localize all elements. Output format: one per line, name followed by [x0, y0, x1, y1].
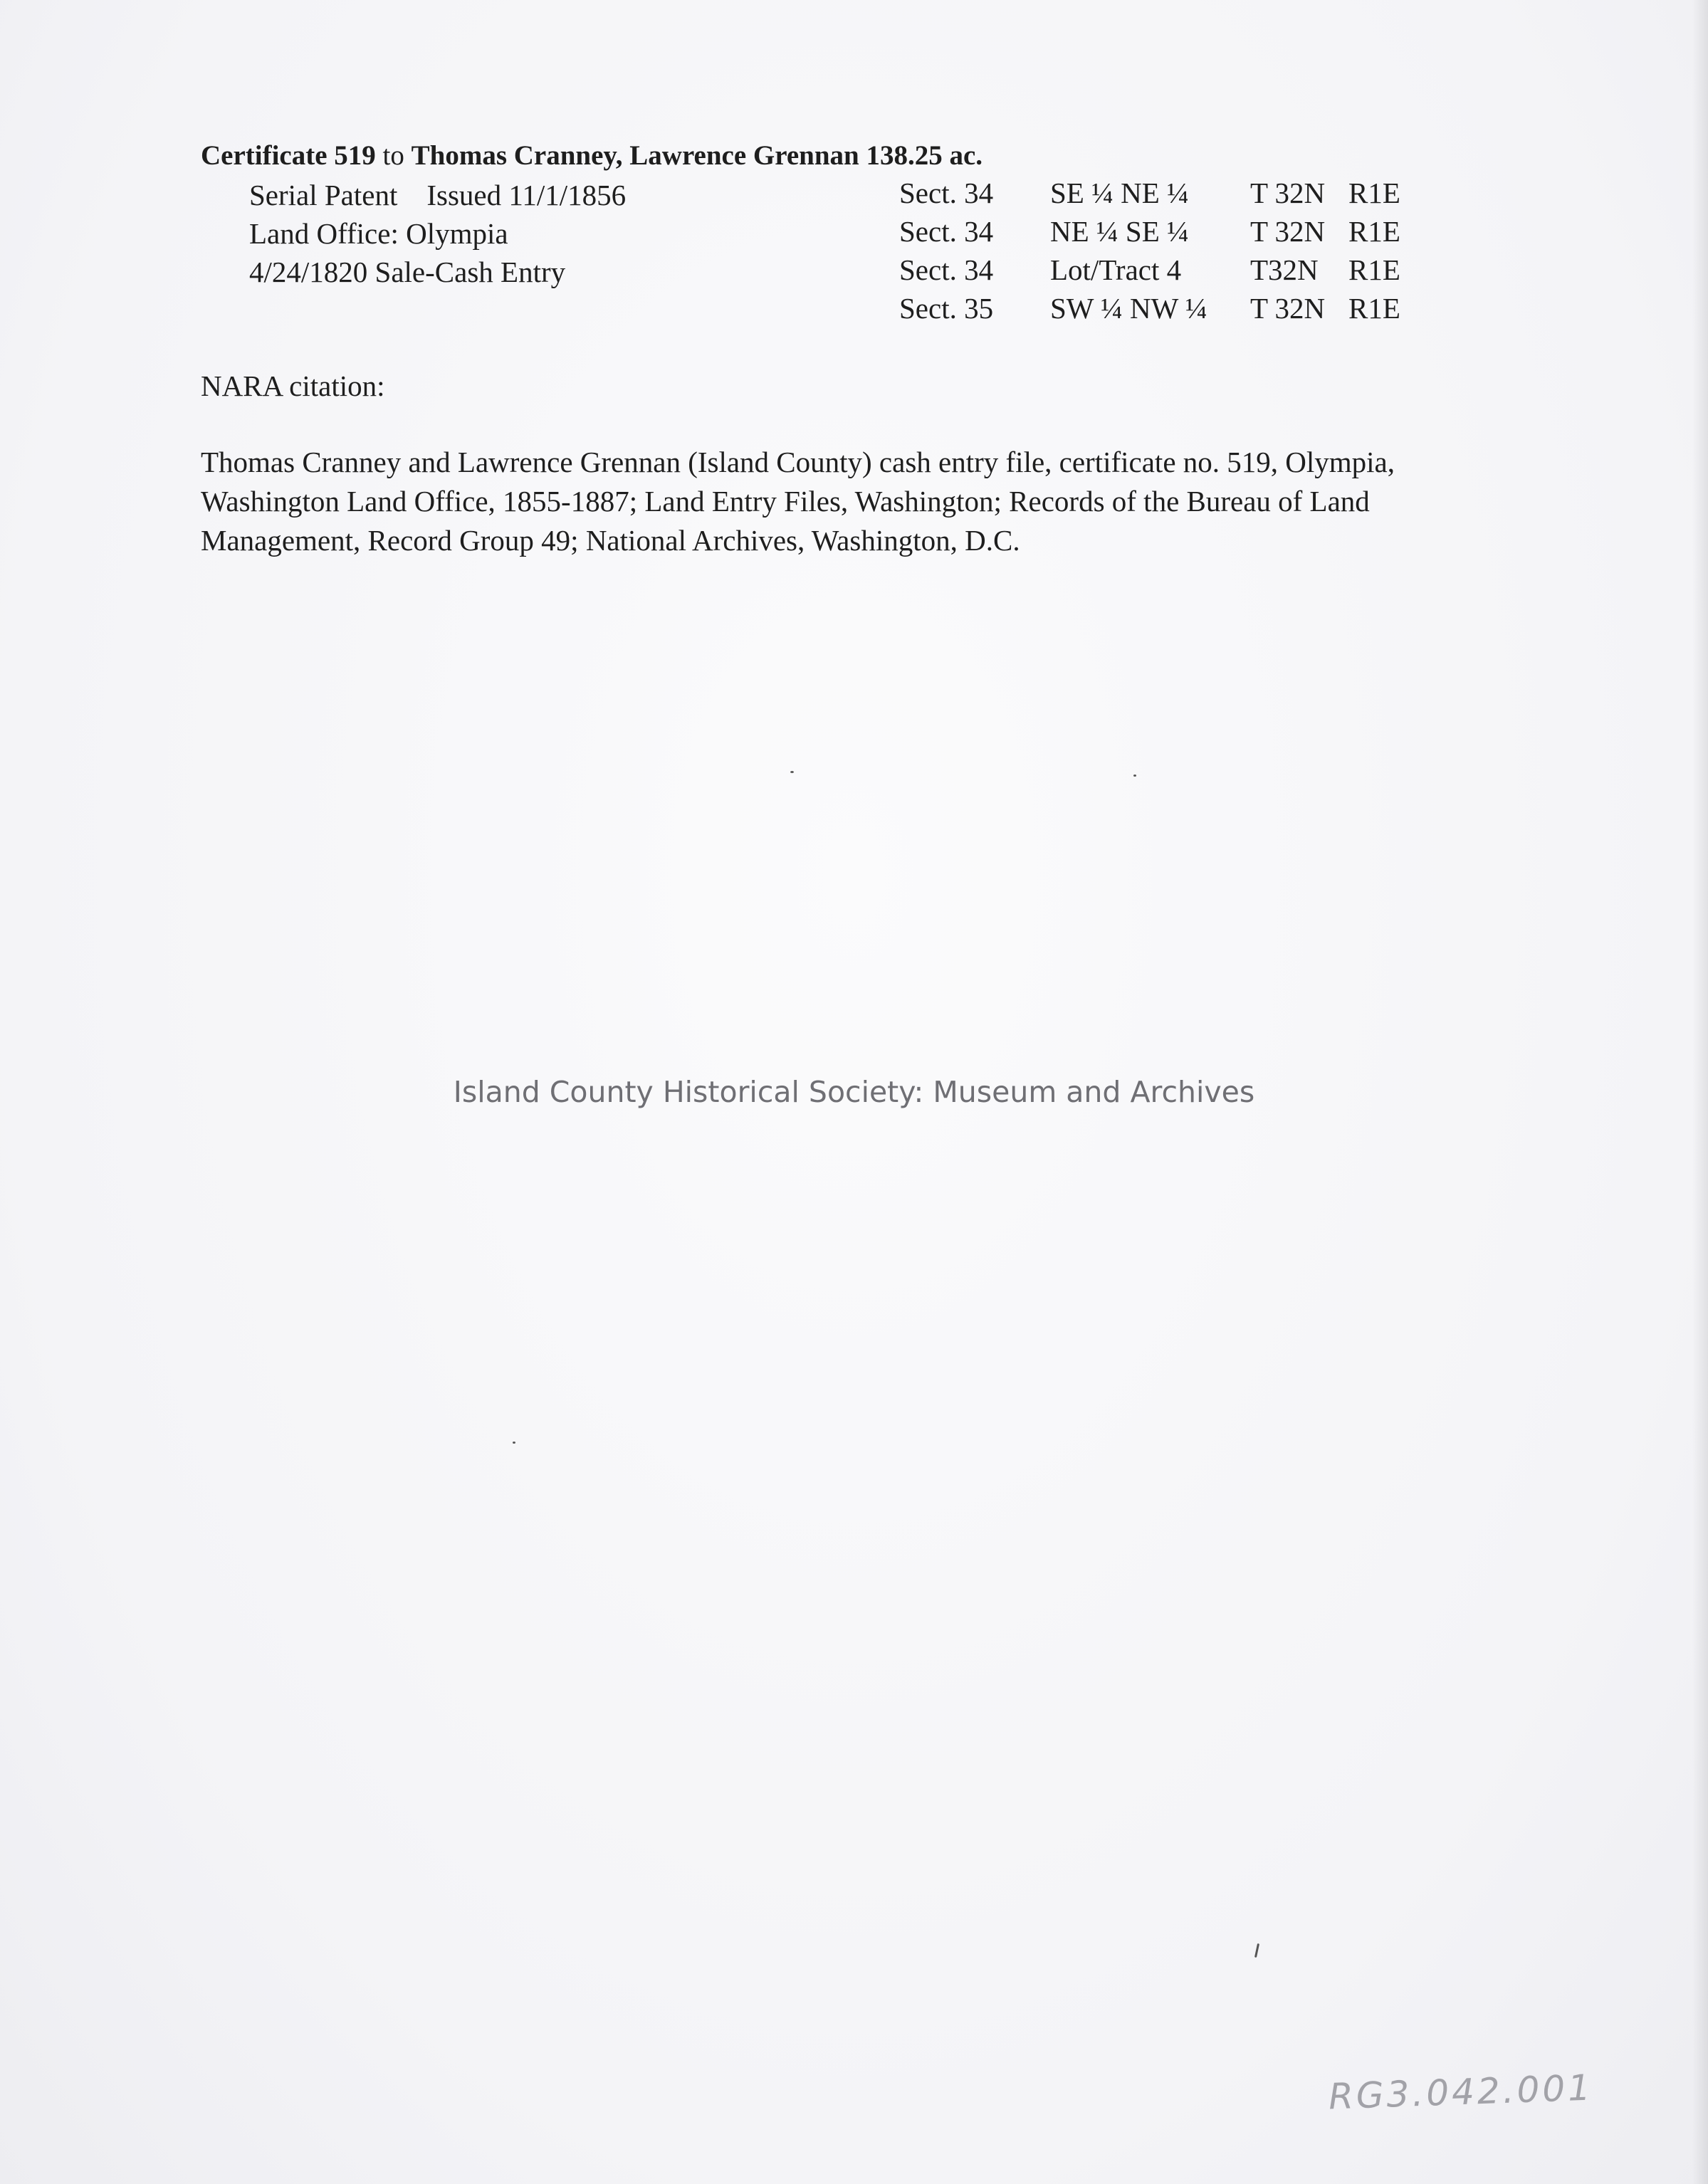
- aliquot-cell: Lot/Tract 4: [1050, 253, 1182, 286]
- land-description-table: [899, 176, 1400, 330]
- scan-speck: [513, 1442, 515, 1444]
- scan-speck: [1254, 1943, 1259, 1958]
- table-row: [899, 176, 1400, 214]
- range-cell: R1E: [1348, 215, 1400, 248]
- patent-details: [249, 176, 626, 291]
- entry-line: 4/24/1820 Sale-Cash Entry: [249, 256, 566, 288]
- heading-connector: to: [375, 140, 412, 171]
- handwritten-catalog-number: RG3.042.001: [1328, 2067, 1594, 2118]
- section-cell: Sect. 34: [899, 177, 994, 209]
- township-cell: T 32N: [1250, 177, 1326, 209]
- certificate-label: Certificate 519: [201, 140, 376, 171]
- range-cell: R1E: [1348, 177, 1400, 209]
- scan-speck: [1133, 775, 1136, 777]
- certificate-heading: [201, 140, 983, 172]
- range-cell: R1E: [1348, 253, 1400, 286]
- nara-citation-label: NARA citation:: [201, 369, 385, 402]
- aliquot-cell: SE ¼ NE ¼: [1050, 177, 1189, 209]
- grantee-names: Thomas Cranney, Lawrence Grennan 138.25 ac.: [411, 140, 983, 171]
- range-cell: R1E: [1348, 292, 1400, 325]
- township-cell: T 32N: [1250, 215, 1326, 248]
- table-row: [899, 253, 1400, 291]
- section-cell: Sect. 35: [899, 292, 994, 325]
- archive-watermark: Island County Historical Society: Museum and Archives: [453, 1075, 1255, 1109]
- land-office-line: Land Office: Olympia: [249, 217, 508, 250]
- nara-citation-text: Thomas Cranney and Lawrence Grennan (Island County) cash entry file, certificate no. 519, Olympia, Washington Land Office, 1855-1887; Land Entry Files, Washington; Records of the Bureau of Land Management, Record Group 49; National Archives, Washington, D.C.: [201, 446, 1395, 557]
- patent-issue-line: Serial Patent Issued 11/1/1856: [249, 179, 627, 211]
- aliquot-cell: SW ¼ NW ¼: [1050, 292, 1207, 325]
- township-cell: T 32N: [1250, 292, 1326, 325]
- aliquot-cell: NE ¼ SE ¼: [1050, 215, 1189, 248]
- township-cell: T32N: [1250, 253, 1319, 286]
- scan-speck: [790, 771, 794, 773]
- section-cell: Sect. 34: [899, 253, 994, 286]
- table-row: [899, 291, 1400, 330]
- table-row: [899, 214, 1400, 253]
- section-cell: Sect. 34: [899, 215, 994, 248]
